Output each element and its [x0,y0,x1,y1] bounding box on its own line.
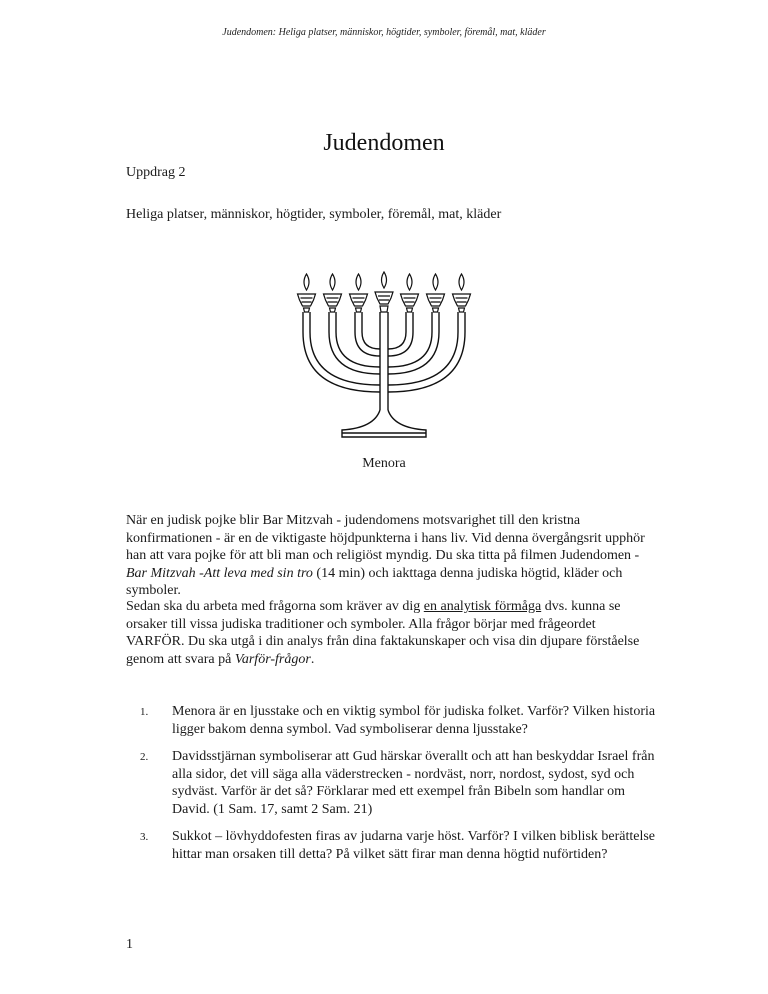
film-title: Bar Mitzvah -Att leva med sin tro [126,565,313,581]
intro-paragraph [126,512,646,600]
question-item [140,828,660,863]
intro-text-b: (14 min) och iakttaga denna judiska högtid, kläder och symboler. [126,565,623,598]
running-header: Judendomen: Heliga platser, människor, högtider, symboler, föremål, mat, kläder [222,27,546,38]
italic-phrase: Varför-frågor [234,651,311,667]
question-number: 2. [140,751,149,763]
instructions-text-b: dvs. kunna se orsaker till vissa judiska traditioner och symboler. Alla frågor börjar med frågeordet VARFÖR. Du ska utgå i din analys från dina faktakunskaper och visa din djupare förståelse genom att svara på [126,599,640,667]
question-text: Sukkot – lövhyddofesten firas av judarna varje höst. Varför? I vilken biblisk berättelse hittar man orsaken till detta? På vilket sätt firar man denna högtid nuförtiden? [172,829,656,862]
instructions-paragraph [126,598,646,668]
figure-caption: Menora [362,456,406,471]
instructions-text-a: Sedan ska du arbeta med frågorna som kräver av dig [126,599,424,614]
question-text: Menora är en ljusstake och en viktig symbol för judiska folket. Varför? Vilken historia ligger bakom denna symbol. Vad symboliserar denna ljusstake? [172,704,656,737]
question-item [140,703,660,738]
subtitle: Heliga platser, människor, högtider, symboler, föremål, mat, kläder [126,207,502,222]
intro-text-a: När en judisk pojke blir Bar Mitzvah - judendomens motsvarighet till den kristna konfirmationen - är en de viktigaste höjdpunkterna i hans liv. Vid denna övergångsrit upphör han att vara pojke för att bli man och religiöst myndig. Du ska titta på filmen Judendomen - [126,513,645,563]
menorah-icon [284,270,484,442]
instructions-text-c: . [310,651,315,667]
question-text: Davidsstjärnan symboliserar att Gud härskar överallt och att han beskyddar Israel från alla sidor, det vill säga alla väderstrecken - nordväst, norr, nordost, sydost, syd och sydväst. Varför är det så? Förklarar med ett exempel från Bibeln som handlar om David. (1 Sam. 17, samt 2 Sam. 21) [172,749,655,817]
page-number: 1 [126,937,133,952]
underlined-phrase: en analytisk förmåga [423,599,542,614]
question-list [140,703,660,873]
page-title: Judendomen [323,130,445,156]
question-number: 1. [140,706,149,718]
question-number: 3. [140,831,149,843]
question-item [140,748,660,818]
assignment-label: Uppdrag 2 [126,165,186,180]
